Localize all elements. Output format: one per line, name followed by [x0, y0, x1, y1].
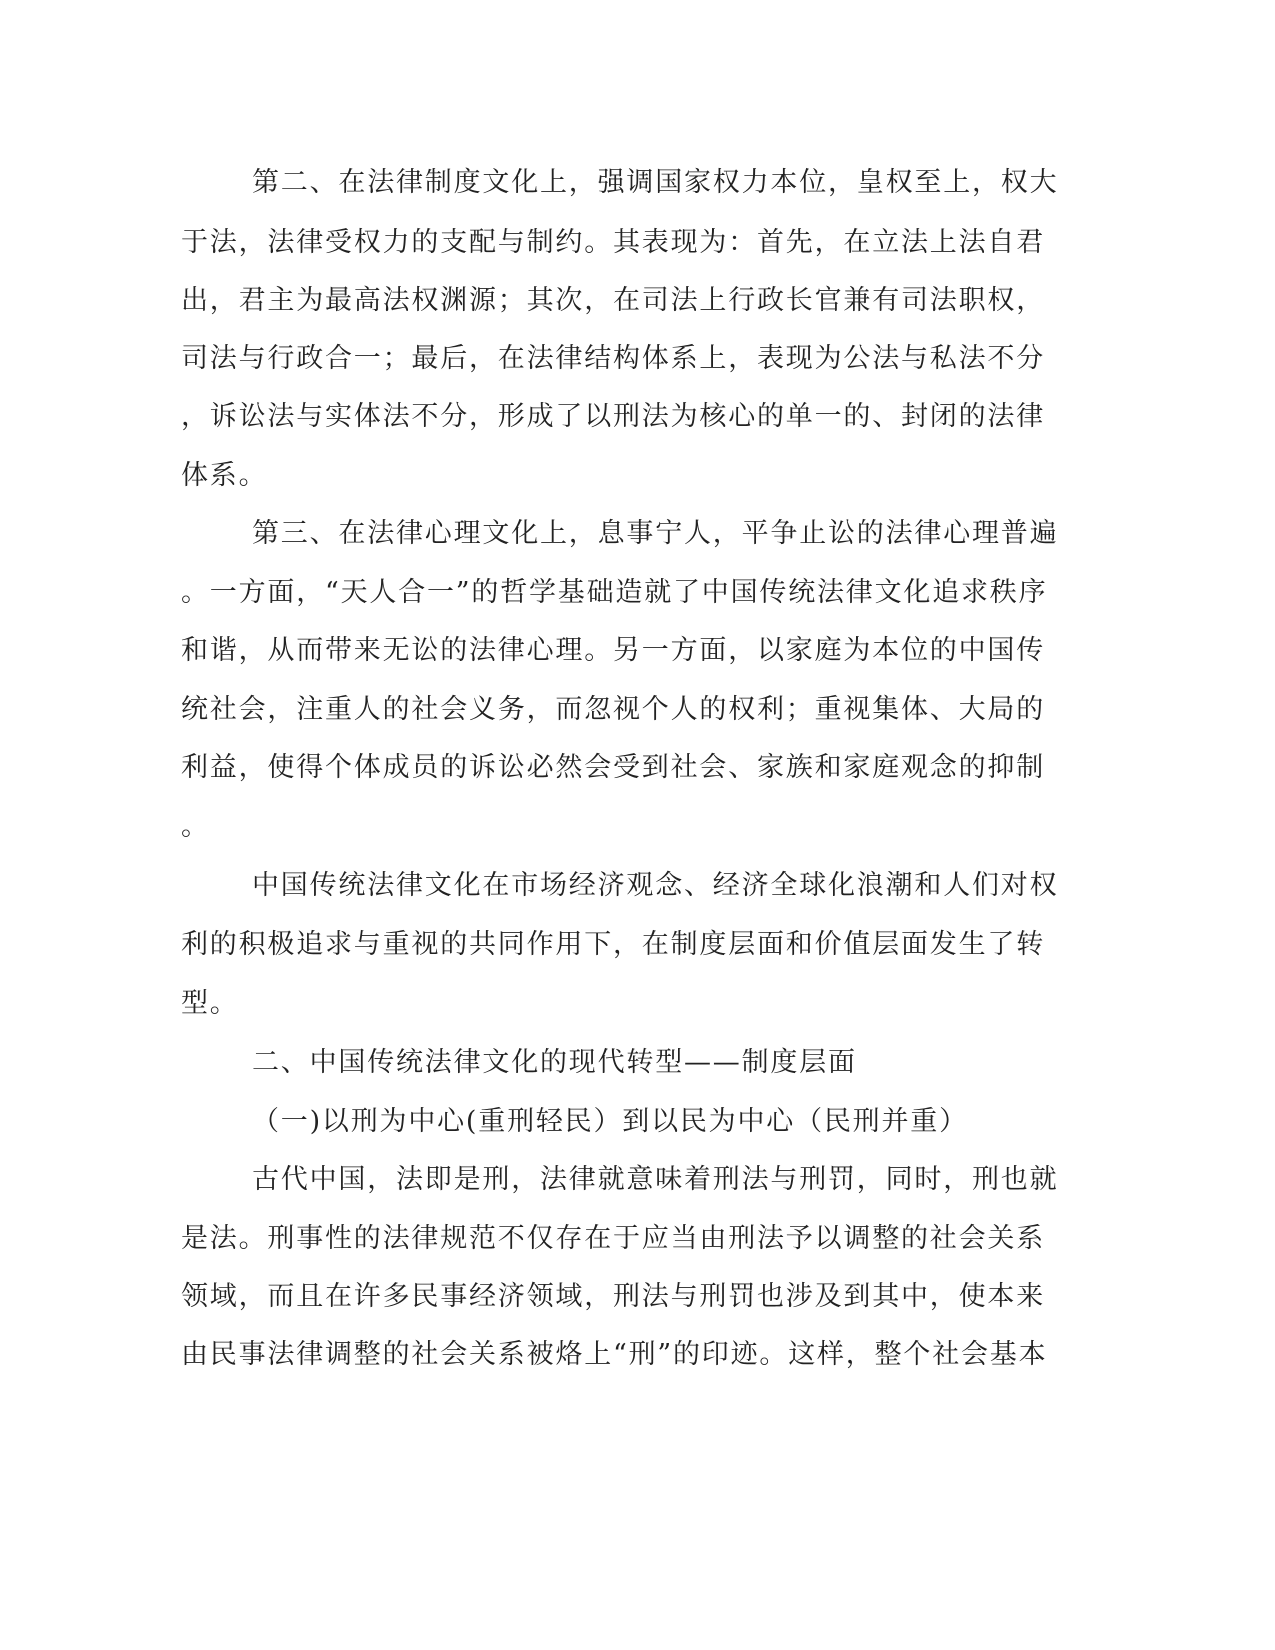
- text-line: 和谐，从而带来无讼的法律心理。另一方面，以家庭为本位的中国传: [181, 635, 1045, 666]
- text-line: ，诉讼法与实体法不分，形成了以刑法为核心的单一的、封闭的法律: [181, 401, 1045, 432]
- text-line: 。: [181, 811, 210, 842]
- text-line: 。一方面，“天人合一”的哲学基础造就了中国传统法律文化追求秩序: [181, 577, 1048, 608]
- text-line: 型。: [181, 988, 239, 1019]
- subsection-heading: （一)以刑为中心(重刑轻民）到以民为中心（民刑并重）: [252, 1106, 968, 1137]
- text-line: 利益，使得个体成员的诉讼必然会受到社会、家族和家庭观念的抑制: [181, 752, 1045, 783]
- text-line: 中国传统法律文化在市场经济观念、经济全球化浪潮和人们对权: [252, 870, 1059, 901]
- text-line: 利的积极追求与重视的共同作用下，在制度层面和价值层面发生了转: [181, 929, 1045, 960]
- text-line: 第三、在法律心理文化上，息事宁人，平争止讼的法律心理普遍: [252, 518, 1059, 549]
- text-line: 领域，而且在许多民事经济领域，刑法与刑罚也涉及到其中，使本来: [181, 1281, 1045, 1312]
- text-line: 是法。刑事性的法律规范不仅存在于应当由刑法予以调整的社会关系: [181, 1223, 1045, 1254]
- text-line: 于法，法律受权力的支配与制约。其表现为：首先，在立法上法自君: [181, 227, 1045, 258]
- text-line: 由民事法律调整的社会关系被烙上“刑”的印迹。这样，整个社会基本: [181, 1339, 1048, 1370]
- text-line: 体系。: [181, 460, 268, 491]
- section-heading: 二、中国传统法律文化的现代转型——制度层面: [252, 1047, 857, 1078]
- text-line: 出，君主为最高法权渊源；其次，在司法上行政长官兼有司法职权，: [181, 285, 1045, 316]
- text-line: 古代中国，法即是刑，法律就意味着刑法与刑罚，同时，刑也就: [252, 1164, 1059, 1195]
- text-line: 统社会，注重人的社会义务，而忽视个人的权利；重视集体、大局的: [181, 694, 1045, 725]
- text-line: 司法与行政合一；最后，在法律结构体系上，表现为公法与私法不分: [181, 343, 1045, 374]
- text-line: 第二、在法律制度文化上，强调国家权力本位，皇权至上，权大: [252, 167, 1059, 198]
